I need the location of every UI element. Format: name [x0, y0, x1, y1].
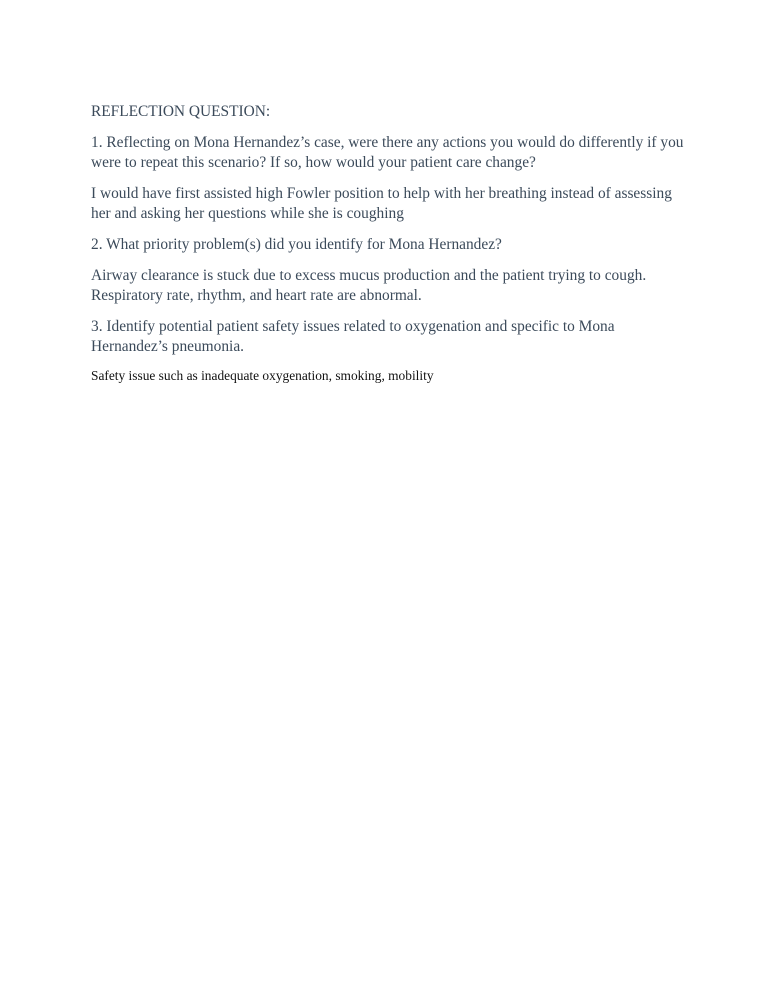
answer-2: Airway clearance is stuck due to excess mucus production and the patient trying to cough. Respiratory rate, rhythm, and heart rate are abnormal.: [91, 267, 647, 304]
document-content: [91, 102, 691, 385]
answer-1: I would have first assisted high Fowler position to help with her breathing instead of assessing her and asking her questions while she is coughing: [91, 185, 672, 222]
question-3: 3. Identify potential patient safety issues related to oxygenation and specific to Mona Hernandez’s pneumonia.: [91, 318, 615, 355]
question-1: 1. Reflecting on Mona Hernandez’s case, were there any actions you would do differently if you were to repeat this scenario? If so, how would your patient care change?: [91, 134, 684, 171]
section-heading: REFLECTION QUESTION:: [91, 103, 271, 120]
answer-3: Safety issue such as inadequate oxygenation, smoking, mobility: [91, 368, 434, 383]
question-2: 2. What priority problem(s) did you identify for Mona Hernandez?: [91, 236, 502, 253]
